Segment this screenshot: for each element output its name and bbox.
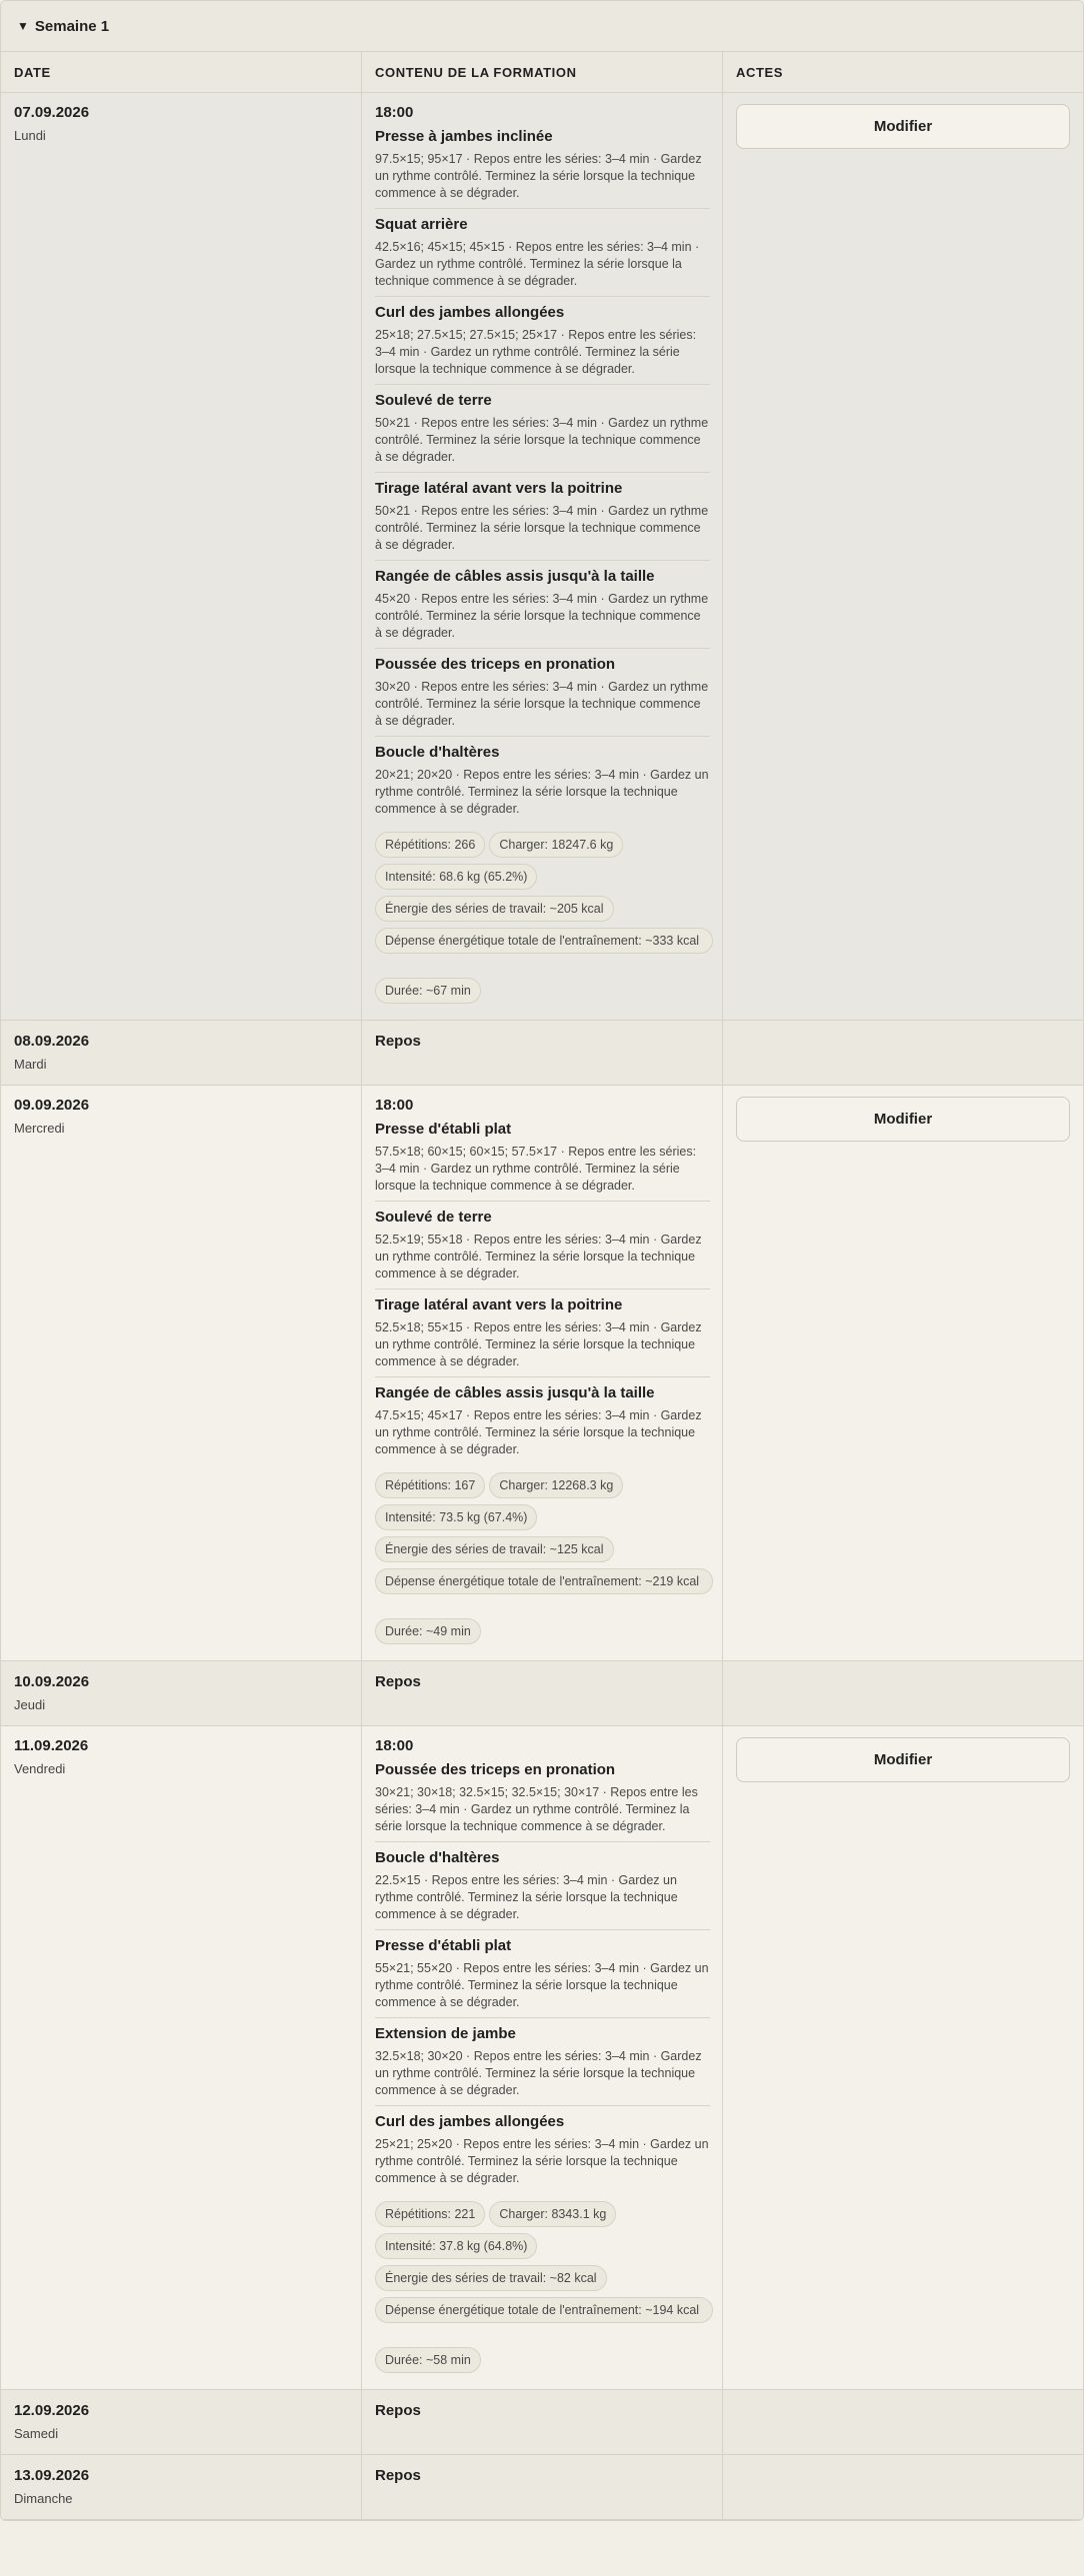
stat-load: Charger: 8343.1 kg — [489, 2201, 616, 2227]
exercise-details: 32.5×18; 30×20 · Repos entre les séries: 3–4 min · Gardez un rythme contrôlé. Terminez la série lorsque la technique commence à se dégrader. — [375, 2049, 702, 2097]
stat-load: Charger: 18247.6 kg — [489, 832, 623, 858]
day-row — [1, 1661, 1083, 1726]
day-date: 08.09.2026 — [14, 1033, 90, 1050]
content-cell — [362, 93, 723, 1020]
day-row — [1, 1021, 1083, 1086]
session-time: 18:00 — [375, 1737, 414, 1754]
stats-chips — [375, 832, 710, 1010]
day-row — [1, 1726, 1083, 2390]
stat-intensity: Intensité: 68.6 kg (65.2%) — [375, 864, 537, 890]
column-header-content: CONTENU DE LA FORMATION — [362, 52, 723, 92]
exercise-name: Curl des jambes allongées — [375, 304, 565, 321]
column-header-actions: ACTES — [736, 64, 784, 80]
rest-label: Repos — [375, 2402, 421, 2419]
exercise-item — [375, 1202, 710, 1289]
stat-reps: Répétitions: 221 — [375, 2201, 485, 2227]
content-cell — [362, 1086, 723, 1660]
exercise-details: 50×21 · Repos entre les séries: 3–4 min · Gardez un rythme contrôlé. Terminez la série lorsque la technique commence à se dégrader. — [375, 504, 709, 552]
rest-label: Repos — [375, 2467, 421, 2484]
content-cell — [362, 2390, 723, 2454]
exercise-name: Squat arrière — [375, 216, 468, 233]
stat-energy-sets: Énergie des séries de travail: ~205 kcal — [375, 896, 614, 922]
actions-cell — [723, 1086, 1083, 1660]
day-date: 13.09.2026 — [14, 2467, 90, 2484]
rest-label: Repos — [375, 1673, 421, 1690]
exercise-item — [375, 737, 710, 824]
content-cell — [362, 1021, 723, 1085]
day-weekday: Mercredi — [14, 1121, 65, 1136]
day-date: 10.09.2026 — [14, 1673, 90, 1690]
date-cell — [1, 1086, 362, 1660]
stat-energy-total: Dépense énergétique totale de l'entraînement: ~194 kcal — [375, 2297, 713, 2323]
exercise-name: Poussée des triceps en pronation — [375, 1761, 616, 1778]
actions-cell — [723, 93, 1083, 1020]
exercise-name: Curl des jambes allongées — [375, 2113, 565, 2130]
content-cell — [362, 1661, 723, 1725]
exercise-name: Presse à jambes inclinée — [375, 128, 553, 145]
exercise-name: Soulevé de terre — [375, 392, 492, 409]
exercise-name: Tirage latéral avant vers la poitrine — [375, 480, 623, 497]
rest-label: Repos — [375, 1033, 421, 1050]
day-row — [1, 93, 1083, 1021]
stat-duration: Durée: ~49 min — [375, 1618, 481, 1644]
edit-button[interactable]: Modifier — [736, 104, 1070, 149]
day-date: 12.09.2026 — [14, 2402, 90, 2419]
exercise-item — [375, 1754, 710, 1842]
exercise-name: Presse d'établi plat — [375, 1937, 512, 1954]
day-row — [1, 2390, 1083, 2455]
exercise-details: 20×21; 20×20 · Repos entre les séries: 3–4 min · Gardez un rythme contrôlé. Terminez la série lorsque la technique commence à se dégrader. — [375, 768, 709, 816]
actions-cell — [723, 1726, 1083, 2389]
stats-chips — [375, 2201, 710, 2379]
actions-cell — [723, 2390, 1083, 2454]
content-cell — [362, 1726, 723, 2389]
exercise-item — [375, 1377, 710, 1464]
date-cell — [1, 1726, 362, 2389]
exercise-details: 25×18; 27.5×15; 27.5×15; 25×17 · Repos entre les séries: 3–4 min · Gardez un rythme contrôlé. Terminez la série lorsque la technique commence à se dégrader. — [375, 328, 697, 376]
exercise-details: 52.5×18; 55×15 · Repos entre les séries: 3–4 min · Gardez un rythme contrôlé. Terminez la série lorsque la technique commence à se dégrader. — [375, 1320, 702, 1368]
day-date: 07.09.2026 — [14, 104, 90, 121]
table-header — [1, 52, 1083, 93]
stat-intensity: Intensité: 73.5 kg (67.4%) — [375, 1504, 537, 1530]
content-cell — [362, 2455, 723, 2519]
session-time: 18:00 — [375, 104, 414, 121]
exercise-details: 52.5×19; 55×18 · Repos entre les séries: 3–4 min · Gardez un rythme contrôlé. Terminez la série lorsque la technique commence à se dégrader. — [375, 1233, 702, 1281]
exercise-details: 42.5×16; 45×15; 45×15 · Repos entre les séries: 3–4 min · Gardez un rythme contrôlé. Terminez la série lorsque la technique commence à se dégrader. — [375, 240, 700, 288]
date-cell — [1, 2390, 362, 2454]
exercise-name: Rangée de câbles assis jusqu'à la taille — [375, 1384, 655, 1401]
exercise-details: 30×20 · Repos entre les séries: 3–4 min · Gardez un rythme contrôlé. Terminez la série lorsque la technique commence à se dégrader. — [375, 680, 709, 728]
exercise-name: Poussée des triceps en pronation — [375, 656, 616, 673]
exercise-item — [375, 1114, 710, 1202]
day-weekday: Lundi — [14, 128, 46, 143]
exercise-name: Boucle d'haltères — [375, 744, 500, 761]
exercise-name: Rangée de câbles assis jusqu'à la taille — [375, 568, 655, 585]
exercise-details: 30×21; 30×18; 32.5×15; 32.5×15; 30×17 · Repos entre les séries: 3–4 min · Gardez un rythme contrôlé. Terminez la série lorsque la technique commence à se dégrader. — [375, 1785, 698, 1833]
day-weekday: Mardi — [14, 1057, 47, 1072]
actions-cell — [723, 1021, 1083, 1085]
caret-down-icon: ▼ — [17, 19, 29, 33]
exercise-item — [375, 385, 710, 473]
stat-energy-total: Dépense énergétique totale de l'entraînement: ~333 kcal — [375, 928, 713, 954]
stat-reps: Répétitions: 167 — [375, 1472, 485, 1498]
session-time: 18:00 — [375, 1097, 414, 1114]
exercise-name: Tirage latéral avant vers la poitrine — [375, 1296, 623, 1313]
day-row — [1, 2455, 1083, 2520]
day-weekday: Samedi — [14, 2426, 59, 2441]
day-row — [1, 1086, 1083, 1661]
exercise-item — [375, 209, 710, 297]
date-cell — [1, 1021, 362, 1085]
schedule-rows — [1, 93, 1083, 2520]
week-title: Semaine 1 — [34, 17, 110, 35]
exercise-name: Boucle d'haltères — [375, 1849, 500, 1866]
exercise-item — [375, 2106, 710, 2193]
day-date: 11.09.2026 — [14, 1737, 89, 1754]
stat-reps: Répétitions: 266 — [375, 832, 485, 858]
actions-cell — [723, 2455, 1083, 2519]
exercise-item — [375, 297, 710, 385]
stat-duration: Durée: ~58 min — [375, 2347, 481, 2373]
exercise-details: 50×21 · Repos entre les séries: 3–4 min · Gardez un rythme contrôlé. Terminez la série lorsque la technique commence à se dégrader. — [375, 416, 709, 464]
stat-energy-total: Dépense énergétique totale de l'entraînement: ~219 kcal — [375, 1568, 713, 1594]
exercise-details: 47.5×15; 45×17 · Repos entre les séries: 3–4 min · Gardez un rythme contrôlé. Terminez la série lorsque la technique commence à se dégrader. — [375, 1408, 702, 1456]
date-cell — [1, 1661, 362, 1725]
stat-duration: Durée: ~67 min — [375, 978, 481, 1004]
actions-cell — [723, 1661, 1083, 1725]
stats-chips — [375, 1472, 710, 1650]
exercise-item — [375, 473, 710, 561]
exercise-details: 97.5×15; 95×17 · Repos entre les séries: 3–4 min · Gardez un rythme contrôlé. Terminez la série lorsque la technique commence à se dégrader. — [375, 152, 702, 200]
stat-load: Charger: 12268.3 kg — [489, 1472, 623, 1498]
exercise-details: 55×21; 55×20 · Repos entre les séries: 3–4 min · Gardez un rythme contrôlé. Terminez la série lorsque la technique commence à se dégrader. — [375, 1961, 709, 2009]
week-toggle[interactable] — [1, 1, 1083, 52]
exercise-name: Presse d'établi plat — [375, 1121, 512, 1138]
day-weekday: Vendredi — [14, 1761, 66, 1776]
exercise-item — [375, 1289, 710, 1377]
stat-energy-sets: Énergie des séries de travail: ~125 kcal — [375, 1536, 614, 1562]
exercise-item — [375, 2018, 710, 2106]
stat-intensity: Intensité: 37.8 kg (64.8%) — [375, 2233, 537, 2259]
date-cell — [1, 93, 362, 1020]
day-weekday: Dimanche — [14, 2491, 73, 2506]
date-cell — [1, 2455, 362, 2519]
exercise-item — [375, 649, 710, 737]
exercise-details: 57.5×18; 60×15; 60×15; 57.5×17 · Repos entre les séries: 3–4 min · Gardez un rythme contrôlé. Terminez la série lorsque la technique commence à se dégrader. — [375, 1145, 697, 1193]
exercise-item — [375, 561, 710, 649]
exercise-details: 22.5×15 · Repos entre les séries: 3–4 min · Gardez un rythme contrôlé. Terminez la série lorsque la technique commence à se dégrader. — [375, 1873, 678, 1921]
exercise-name: Soulevé de terre — [375, 1209, 492, 1226]
stat-energy-sets: Énergie des séries de travail: ~82 kcal — [375, 2265, 607, 2291]
column-header-date: DATE — [1, 52, 362, 92]
exercise-name: Extension de jambe — [375, 2025, 516, 2042]
exercise-item — [375, 121, 710, 209]
day-weekday: Jeudi — [14, 1697, 46, 1712]
exercise-details: 45×20 · Repos entre les séries: 3–4 min · Gardez un rythme contrôlé. Terminez la série lorsque la technique commence à se dégrader. — [375, 592, 709, 640]
day-date: 09.09.2026 — [14, 1097, 90, 1114]
edit-button[interactable]: Modifier — [736, 1737, 1070, 1782]
exercise-item — [375, 1930, 710, 2018]
exercise-item — [375, 1842, 710, 1930]
edit-button[interactable]: Modifier — [736, 1097, 1070, 1142]
exercise-details: 25×21; 25×20 · Repos entre les séries: 3–4 min · Gardez un rythme contrôlé. Terminez la série lorsque la technique commence à se dégrader. — [375, 2137, 709, 2185]
